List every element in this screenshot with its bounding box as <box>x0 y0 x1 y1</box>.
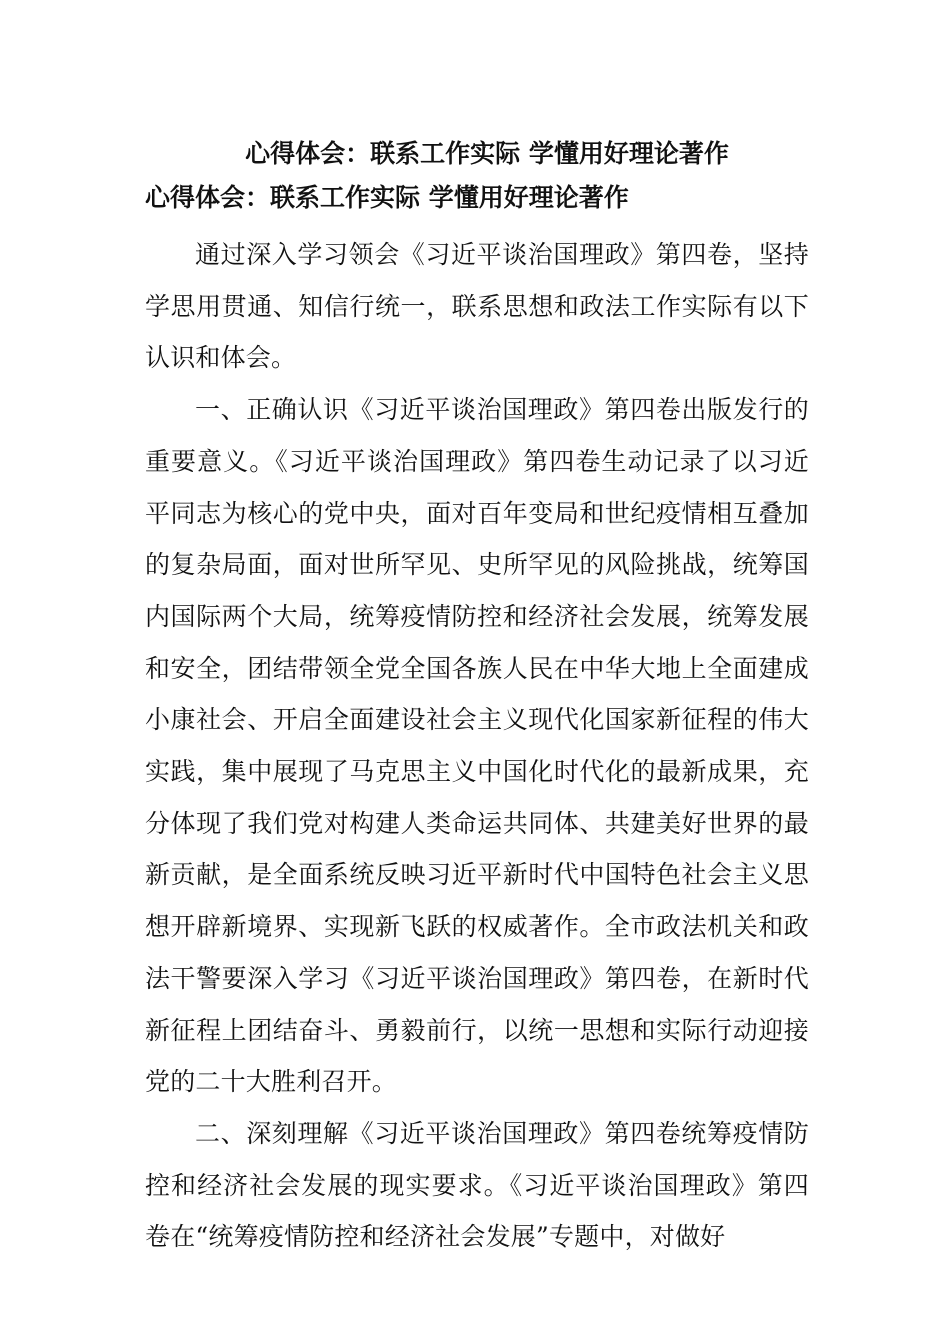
document-subtitle: 心得体会：联系工作实际 学懂用好理论著作 <box>145 183 629 212</box>
paragraph-section-two: 二、深刻理解《习近平谈治国理政》第四卷统筹疫情防控和经济社会发展的现实要求。《习近平谈治国理政》第四卷在“统筹疫情防控和经济社会发展”专题中，对做好 <box>145 1118 809 1252</box>
document-title: 心得体会：联系工作实际 学懂用好理论著作 <box>245 139 729 168</box>
paragraph-intro: 通过深入学习领会《习近平谈治国理政》第四卷，坚持学思用贯通、知信行统一，联系思想和政法工作实际有以下认识和体会。 <box>145 240 809 373</box>
paragraph-section-one: 一、正确认识《习近平谈治国理政》第四卷出版发行的重要意义。《习近平谈治国理政》第四卷生动记录了以习近平同志为核心的党中央，面对百年变局和世纪疫情相互叠加的复杂局面，面对世所罕见、史所罕见的风险挑战，统筹国内国际两个大局，统筹疫情防控和经济社会发展，统筹发展和安全，团结带领全党全国各族人民在中华大地上全面建成小康社会、开启全面建设社会主义现代化国家新征程的伟大实践，集中展现了马克思主义中国化时代化的最新成果，充分体现了我们党对构建人类命运共同体、共建美好世界的最新贡献，是全面系统反映习近平新时代中国特色社会主义思想开辟新境界、实现新飞跃的权威著作。全市政法机关和政法干警要深入学习《习近平谈治国理政》第四卷，在新时代新征程上团结奋斗、勇毅前行，以统一思想和实际行动迎接党的二十大胜利召开。 <box>145 395 809 1097</box>
document-page <box>145 132 809 1263</box>
